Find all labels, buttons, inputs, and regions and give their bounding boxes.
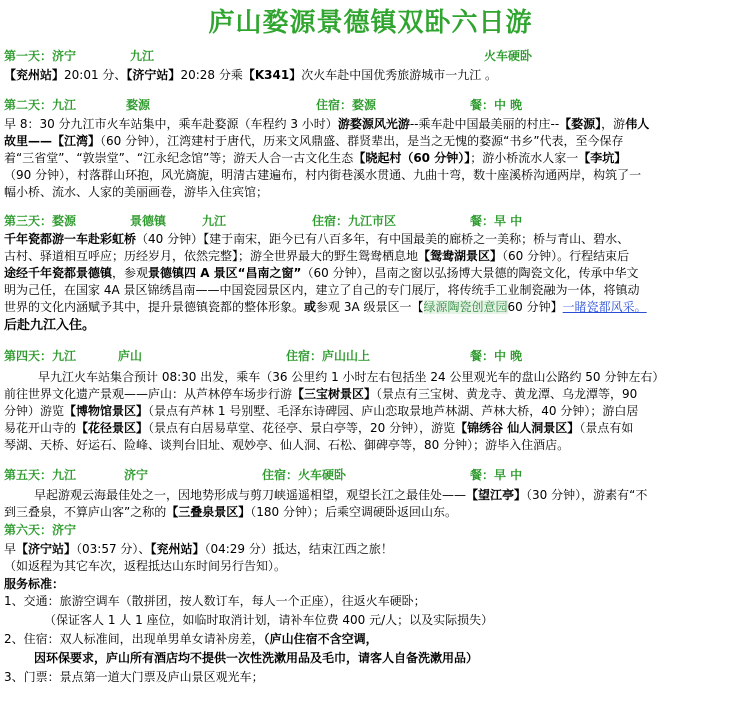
lvyuan-ceramic-park-highlight: 绿源陶瓷创意园 (423, 300, 508, 314)
day4-line-4: 易花开山寺的【花径景区】（景点有白居易草堂、花径亭、景白亭等，20 分钟），游览【锦绣谷 仙人洞景区】（景点有如 (4, 421, 634, 435)
day5-line-1: 早起游观云海最佳处之一，因地势形成与剪刀峡遥遥相望，观望长江之最佳处——【望江亭】（30 分钟），游素有“不 (34, 488, 648, 502)
day1-header (4, 48, 738, 64)
day3-meals: 餐：早 中 (470, 214, 523, 228)
day1-route-start: 第一天：济宁 (4, 49, 77, 63)
day6-line-2: （如返程为其它车次，返程抵达山东时间另行告知）。 (4, 559, 287, 573)
day3-route-mid: 景德镇 (130, 214, 167, 228)
day2-lodging: 住宿：婺源 (316, 98, 377, 112)
service-title: 服务标准： (4, 577, 65, 591)
service-transport-note: （保证客人 1 人 1 座位，如临时取消计划，请补车位费 400 元/人；以及实际损失） (44, 613, 494, 627)
day2-route-start: 第二天：九江 (4, 98, 77, 112)
day4-line-5: 琴湖、天桥、好运石、险峰、谈判台旧址、观妙亭、仙人洞、石松、御碑亭等，80 分钟）；游毕入住酒店。 (4, 438, 570, 452)
day2-header (4, 97, 738, 113)
service-lodging-note: 因环保要求，庐山所有酒店均不提供一次性洗漱用品及毛巾，请客人自备洗漱用品） (34, 651, 479, 665)
day1-line-1: 【兖州站】20:01 分、【济宁站】20:28 分乘【K341】次火车赴中国优秀旅游城市一九江 。 (4, 68, 498, 82)
day4-route-end: 庐山 (118, 349, 143, 363)
service-lodging: 2、住宿：双人标准间，出现单男单女请补房差，（庐山住宿不含空调， (4, 632, 378, 646)
day3-line-4: 明为己任，在国家 4A 景区锦绣昌南——中国瓷园景区内，建立了自己的专门展厅，将传统手工业制瓷融为一体，将镇动 (4, 283, 640, 297)
day4-route-start: 第四天：九江 (4, 349, 77, 363)
day3-line-1: 千年瓷都游一车赴彩虹桥（40 分钟）【建于南宋，距今已有八百多年，有中国最美的廊桥之一美称；桥与青山、碧水、 (4, 232, 630, 246)
page-title: 庐山婺源景德镇双卧六日游 (208, 8, 533, 38)
day2-line-4: （90 分钟），村落群山环抱，风光旖旎，明清古建遍布，村内街巷溪水贯通、九曲十弯，数十座溪桥沟通两岸，构筑了一 (4, 168, 642, 182)
day4-lodging: 住宿：庐山山上 (286, 349, 371, 363)
day2-route-end: 婺源 (126, 98, 151, 112)
day2-line-5: 幅小桥、流水、人家的美丽画卷，游毕入住宾馆； (4, 185, 269, 199)
service-transport: 1、交通：旅游空调车（散拼团，按人数订车，每人一个正座），往返火车硬卧； (4, 594, 426, 608)
day3-lodging: 住宿：九江市区 (312, 214, 397, 228)
day3-line-2: 古村、驿道相互呼应；历经岁月，依然完整】；游全世界最大的野生鸳鸯栖息地【鸳鸯湖景区】（60 分钟）。行程结束后 (4, 249, 630, 263)
day4-line-2: 前往世界文化遗产景观——庐山：从芦林停车场步行游【三宝树景区】（景点有三宝树、黄龙寺、黄龙潭、乌龙潭等，90 (4, 387, 638, 401)
day6-route: 第六天：济宁 (4, 523, 77, 537)
day2-meals: 餐：中 晚 (470, 98, 523, 112)
day3-line-6: 后赴九江入住。 (4, 318, 96, 333)
day5-route-end: 济宁 (124, 468, 149, 482)
day2-line-2: 故里——【江湾】（60 分钟），江湾建村于唐代，历来文风鼎盛、群贤辈出，是当之无愧的婺源“书乡”代表，至今保存 (4, 134, 624, 148)
day4-header (4, 348, 738, 364)
day3-route-end: 九江 (202, 214, 227, 228)
day5-lodging: 住宿：火车硬卧 (262, 468, 347, 482)
day6-header (4, 522, 738, 538)
ceramic-capital-link[interactable]: 一睹瓷都风采。 (562, 300, 647, 314)
day3-line-5: 世界的文化内涵赋予其中，提升景德镇瓷都的整体形象。或参观 3A 级景区一【绿源陶瓷创意园60 分钟】一睹瓷都风采。 (4, 300, 647, 314)
day5-meals: 餐：早 中 (470, 468, 523, 482)
day6-line-1: 早【济宁站】（03:57 分）、【兖州站】（04:29 分）抵达，结束江西之旅！ (4, 542, 393, 556)
day4-line-3: 分钟）游览【博物馆景区】（景点有芦林 1 号别墅、毛泽东诗碑园、庐山恋取景地芦林湖、芦林大桥，40 分钟）；游白居 (4, 404, 639, 418)
day3-header (4, 213, 738, 229)
day1-route-end: 九江 (130, 49, 155, 63)
day5-route-start: 第五天：九江 (4, 468, 77, 482)
day3-route-start: 第三天：婺源 (4, 214, 77, 228)
service-tickets: 3、门票：景点第一道大门票及庐山景区观光车； (4, 670, 264, 684)
day3-line-3: 途经千年瓷都景德镇，参观景德镇四 A 景区“昌南之窗”（60 分钟），昌南之窗以弘扬博大景德的陶瓷文化，传承中华文 (4, 266, 639, 280)
day2-line-1: 早 8：30 分九江市火车站集中，乘车赴婺源（车程约 3 小时）游婺源风光游--乘车赴中国最美丽的村庄--【婺源】，游伟人 (4, 117, 650, 131)
day4-line-1: 早九江火车站集合预计 08:30 出发，乘车（36 公里约 1 小时左右包括坐 24 公里观光车的盘山公路约 50 分钟左右） (38, 370, 665, 384)
day5-line-2: 到三叠泉，不算庐山客”之称的【三叠泉景区】（180 分钟）；后乘空调硬卧返回山东。 (4, 505, 457, 519)
day4-meals: 餐：中 晚 (470, 349, 523, 363)
day2-line-3: 着“三省堂”、“敦崇堂”、“江永纪念馆”等；游天人合一古文化生态【晓起村（60 分钟）】；游小桥流水人家一【李坑】 (4, 151, 627, 165)
day1-lodging: 火车硬卧 (484, 49, 533, 63)
day5-header (4, 467, 738, 483)
